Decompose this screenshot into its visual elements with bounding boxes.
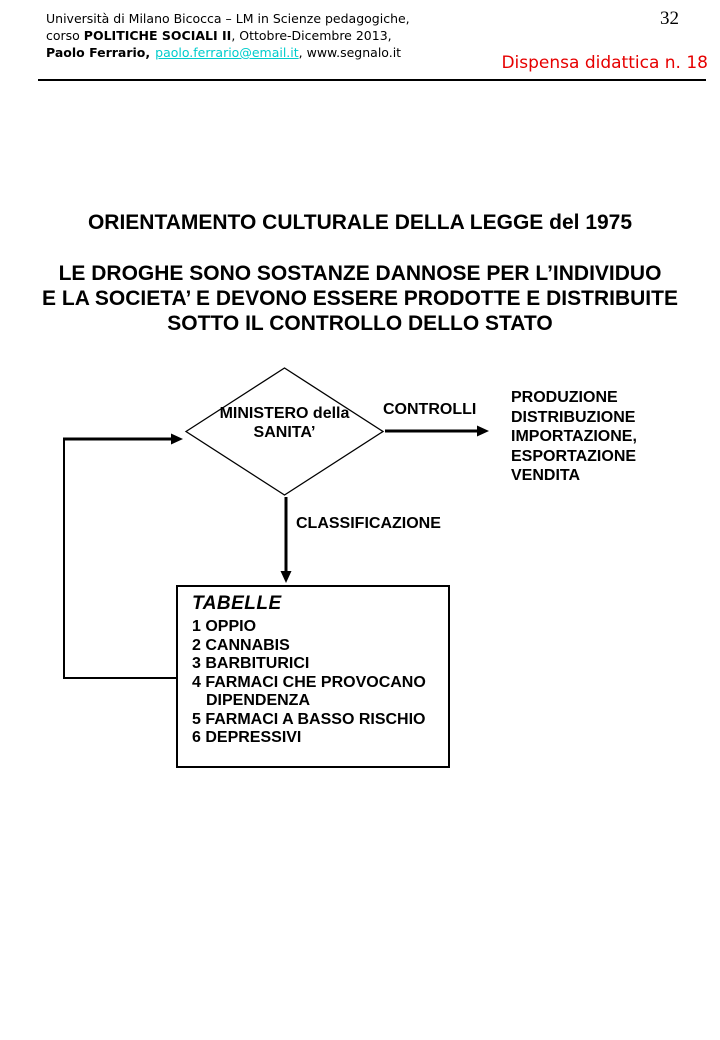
subtitle-line: SOTTO IL CONTROLLO DELLO STATO: [167, 312, 553, 335]
diamond-label-line: MINISTERO della: [219, 405, 350, 422]
classification-arrowhead: [281, 571, 292, 583]
outputs-line: IMPORTAZIONE,: [511, 428, 637, 445]
table-item: 3 BARBITURICI: [192, 655, 310, 672]
table-item-wrap: DIPENDENZA: [206, 692, 311, 709]
classification-arrow-label: CLASSIFICAZIONE: [296, 515, 441, 532]
outputs-text-block: [511, 388, 637, 486]
table-item: 4 FARMACI CHE PROVOCANO: [192, 673, 426, 691]
tables-box: [176, 585, 450, 768]
table-item: 2 CANNABIS: [192, 636, 290, 654]
subtitle-line: LE DROGHE SONO SOSTANZE DANNOSE PER L’INDIVIDUO: [58, 262, 662, 285]
outputs-line: PRODUZIONE: [511, 389, 618, 406]
diamond-label-line: SANITA’: [253, 424, 316, 441]
page-title: ORIENTAMENTO CULTURALE DELLA LEGGE del 1975: [87, 211, 633, 234]
header-website: , www.segnalo.it: [298, 45, 402, 60]
outputs-line: VENDITA: [511, 467, 581, 484]
outputs-line: DISTRIBUZIONE: [511, 408, 636, 426]
email-link[interactable]: paolo.ferrario@email.it: [155, 45, 299, 60]
subtitle-line: E LA SOCIETA’ E DEVONO ESSERE PRODOTTE E DISTRIBUITE: [42, 287, 678, 310]
header-author-name: Paolo Ferrario,: [46, 45, 151, 60]
controls-arrowhead: [477, 426, 489, 437]
controls-arrow-label: CONTROLLI: [383, 401, 477, 418]
page-number: 32: [660, 8, 679, 29]
header-course-name: POLITICHE SOCIALI II: [83, 28, 232, 43]
header-course-prefix: corso: [46, 28, 84, 43]
ministry-diamond-label: [185, 404, 384, 442]
tables-box-title: TABELLE: [192, 593, 282, 614]
edition-label: Dispensa didattica n. 18: [501, 53, 708, 73]
table-item: 1 OPPIO: [192, 618, 257, 635]
tables-list: [192, 618, 442, 748]
header-line-1: Università di Milano Bicocca – LM in Scienze pedagogiche,: [46, 11, 410, 26]
table-item: 5 FARMACI A BASSO RISCHIO: [192, 710, 426, 728]
feedback-arrowhead: [171, 434, 183, 445]
table-item: 6 DEPRESSIVI: [192, 729, 302, 746]
outputs-line: ESPORTAZIONE: [511, 447, 637, 465]
header-course-dates: , Ottobre-Dicembre 2013,: [231, 28, 392, 43]
